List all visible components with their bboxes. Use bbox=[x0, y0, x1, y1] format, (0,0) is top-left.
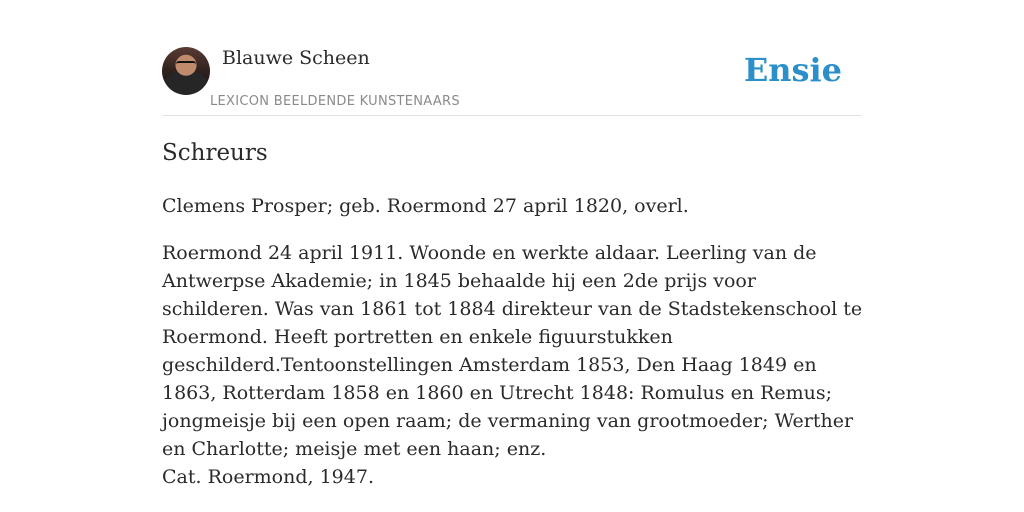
ensie-logo-link[interactable]: Ensie bbox=[743, 51, 842, 89]
author-name[interactable]: Blauwe Scheen bbox=[222, 47, 370, 69]
article-title: Schreurs bbox=[162, 140, 268, 166]
article-paragraph-2: Roermond 24 april 1911. Woonde en werkte aldaar. Leerling van de Antwerpse Akademie; in 1845 behaalde hij een 2de prijs voor schilderen. Was van 1861 tot 1884 direkteur van de Stadstekenschool te Roermond. Heeft portretten en enkele figuurstukken geschilderd.Tentoonstellingen Amsterdam 1853, Den Haag 1849 en 1863, Rotterdam 1858 en 1860 en Utrecht 1848: Romulus en Remus; jongmeisje bij een open raam; de vermaning van grootmoeder; Werther en Charlotte; meisje met een haan; enz. bbox=[162, 242, 863, 460]
category-label[interactable]: LEXICON BEELDENDE KUNSTENAARS bbox=[210, 94, 460, 109]
author-avatar[interactable] bbox=[162, 47, 210, 95]
avatar-glasses bbox=[176, 61, 196, 67]
article-paragraph-3: Cat. Roermond, 1947. bbox=[162, 466, 374, 488]
page-header bbox=[162, 46, 862, 116]
article-paragraph-1: Clemens Prosper; geb. Roermond 27 april 1820, overl. bbox=[162, 195, 689, 217]
